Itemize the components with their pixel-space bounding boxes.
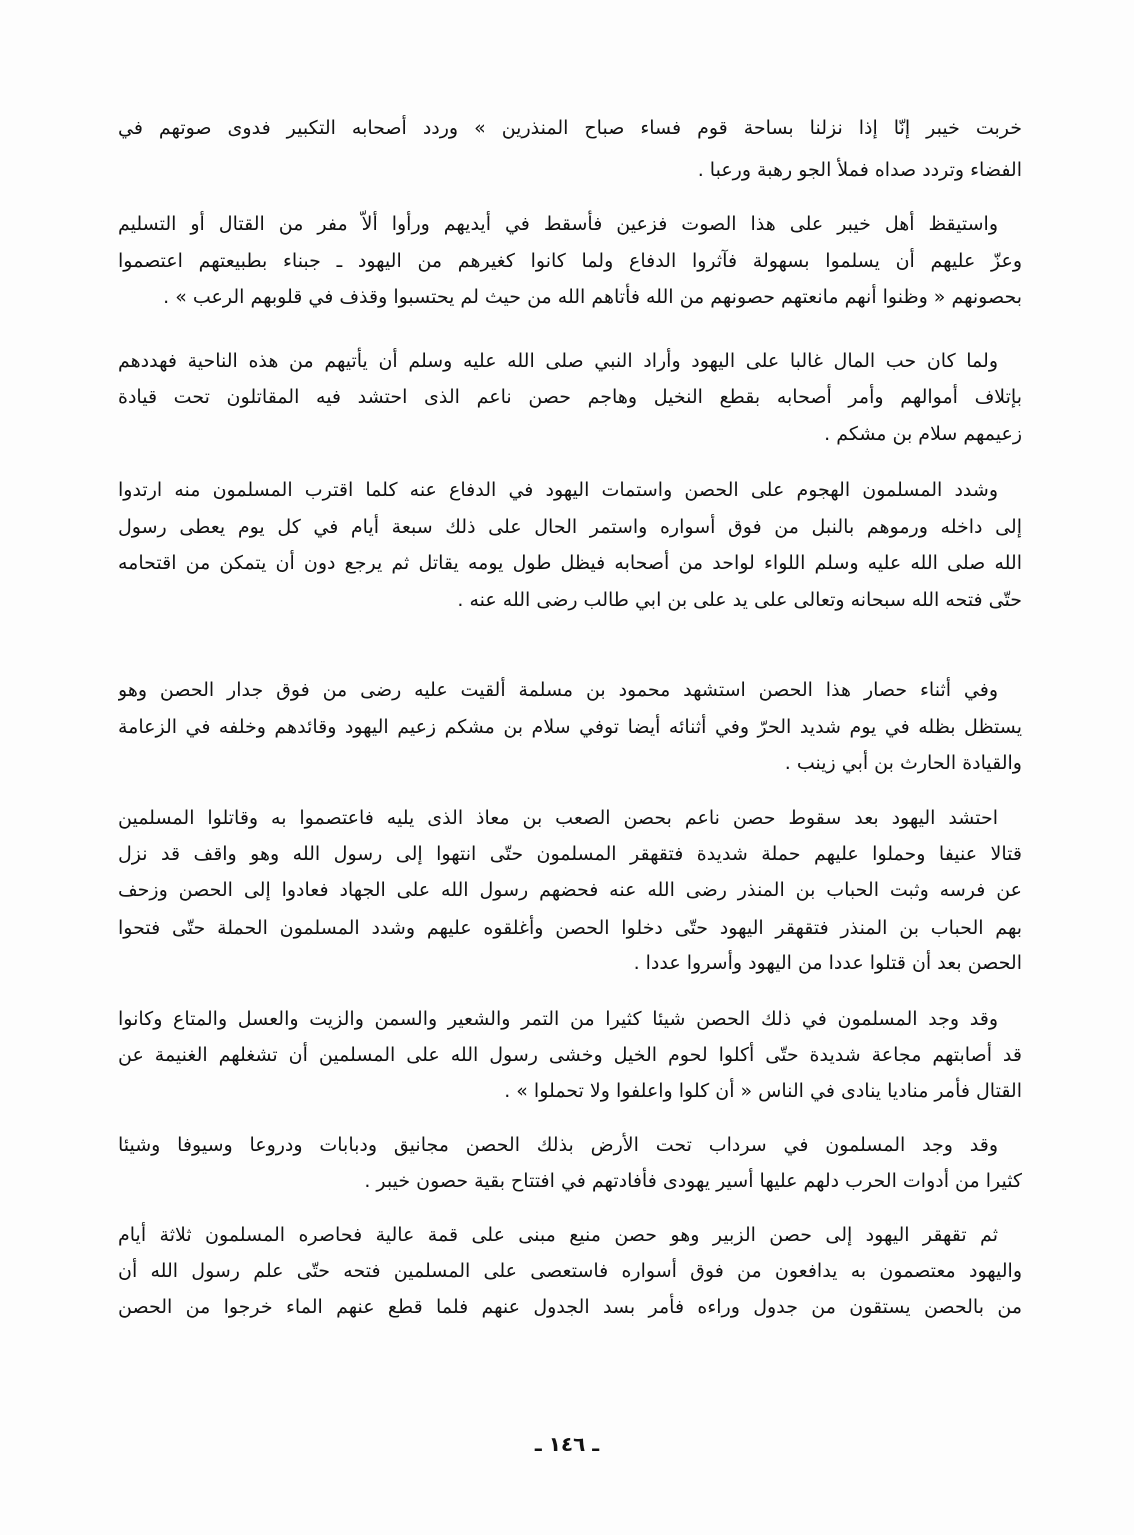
paragraph-6-line-4: بهم الحباب بن المنذر فتقهقر اليهود حتّى دخلوا الحصن وأغلقوه عليهم وشدد المسلمون الحملة حتّى فتحوا bbox=[118, 917, 1022, 939]
paragraph-5-line-1: وفي أثناء حصار هذا الحصن استشهد محمود بن مسلمة ألقيت عليه رضى من فوق جدار الحصن وهو bbox=[118, 679, 998, 701]
paragraph-8-line-1: وقد وجد المسلمون في سرداب تحت الأرض بذلك الحصن مجانيق ودبابات ودروعا وسيوفا وشيئا bbox=[118, 1134, 998, 1156]
paragraph-7-line-2: قد أصابتهم مجاعة شديدة حتّى أكلوا لحوم الخيل وخشى رسول الله على المسلمين أن تشغلهم الغنيمة عن bbox=[118, 1044, 1022, 1066]
paragraph-4-line-2: إلى داخله ورموهم بالنبل من فوق أسواره واستمر الحال على ذلك سبعة أيام في كل يوم يعطى رسول bbox=[118, 516, 1022, 538]
paragraph-7-line-1: وقد وجد المسلمون في ذلك الحصن شيئا كثيرا من التمر والشعير والسمن والزيت والعسل والمتاع وكانوا bbox=[118, 1008, 998, 1030]
paragraph-8-line-2: كثيرا من أدوات الحرب دلهم عليها أسير يهودى فأفادتهم في افتتاح بقية حصون خيبر . bbox=[364, 1170, 1022, 1192]
paragraph-1-line-2: الفضاء وتردد صداه فملأ الجو رهبة ورعبا . bbox=[697, 159, 1022, 181]
paragraph-9-line-2: واليهود معتصمون به يدافعون من فوق أسواره فاستعصى على المسلمين فتحه حتّى علم رسول الله أن bbox=[118, 1260, 1022, 1282]
paragraph-4-line-1: وشدد المسلمون الهجوم على الحصن واستمات اليهود في الدفاع عنه كلما اقترب المسلمون منه ارتدوا bbox=[118, 479, 998, 501]
paragraph-3-line-1: ولما كان حب المال غالبا على اليهود وأراد النبي صلى الله عليه وسلم أن يأتيهم من هذه الناحية فهددهم bbox=[118, 350, 998, 372]
paragraph-2-line-2: وعزّ عليهم أن يسلموا بسهولة فآثروا الدفاع ولما كانوا كغيرهم من اليهود ـ جبناء بطبيعتهم اعتصموا bbox=[118, 250, 1022, 272]
paragraph-1-line-1: خربت خيبر إنّا إذا نزلنا بساحة قوم فساء صباح المنذرين » وردد أصحابه التكبير فدوى صوتهم في bbox=[118, 117, 1022, 139]
paragraph-3-line-3: زعيمهم سلام بن مشكم . bbox=[824, 423, 1022, 445]
paragraph-7-line-3: القتال فأمر مناديا ينادى في الناس « أن كلوا واعلفوا ولا تحملوا » . bbox=[504, 1080, 1022, 1102]
paragraph-4-line-3: الله صلى الله عليه وسلم اللواء لواحد من أصحابه فيظل طول يومه يقاتل ثم يرجع دون أن يتمكن من اقتحامه bbox=[118, 552, 1022, 574]
paragraph-9-line-1: ثم تقهقر اليهود إلى حصن الزبير وهو حصن منيع مبنى على قمة عالية فحاصره المسلمون ثلاثة أيام bbox=[118, 1224, 998, 1246]
paragraph-2-line-1: واستيقظ أهل خيبر على هذا الصوت فزعين فأسقط في أيديهم ورأوا ألاّ مفر من القتال أو التسليم bbox=[118, 213, 998, 235]
page-number: ـ ١٤٦ ـ bbox=[534, 1432, 600, 1456]
paragraph-6-line-5: الحصن بعد أن قتلوا عددا من اليهود وأسروا عددا . bbox=[633, 952, 1022, 974]
paragraph-4-line-4: حتّى فتحه الله سبحانه وتعالى على يد على بن ابي طالب رضى الله عنه . bbox=[457, 589, 1022, 611]
paragraph-3-line-2: بإتلاف أموالهم وأمر أصحابه بقطع النخيل وهاجم حصن ناعم الذى احتشد فيه المقاتلون تحت قيادة bbox=[118, 386, 1022, 408]
paragraph-5-line-2: يستظل بظله في يوم شديد الحرّ وفي أثنائه أيضا توفي سلام بن مشكم زعيم اليهود وقائدهم وخلفه في الزعامة bbox=[118, 716, 1022, 738]
paragraph-5-line-3: والقيادة الحارث بن أبي زينب . bbox=[784, 752, 1022, 774]
paragraph-6-line-1: احتشد اليهود بعد سقوط حصن ناعم بحصن الصعب بن معاذ الذى يليه فاعتصموا به وقاتلوا المسلمين bbox=[118, 807, 998, 829]
paragraph-2-line-3: بحصونهم « وظنوا أنهم مانعتهم حصونهم من الله فأتاهم الله من حيث لم يحتسبوا وقذف في قلوبهم الرعب » . bbox=[163, 286, 1022, 308]
paragraph-6-line-2: قتالا عنيفا وحملوا عليهم حملة شديدة فتقهقر المسلمون حتّى انتهوا إلى رسول الله وهو واقف قد نزل bbox=[118, 843, 1022, 865]
paragraph-9-line-3: من بالحصن يستقون من جدول وراءه فأمر بسد الجدول عنهم فلما قطع عنهم الماء خرجوا من الحصن bbox=[118, 1296, 1022, 1318]
paragraph-6-line-3: عن فرسه وثبت الحباب بن المنذر رضى الله عنه فحضهم رسول الله على الجهاد فعادوا إلى الحصن وزحف bbox=[118, 879, 1022, 901]
